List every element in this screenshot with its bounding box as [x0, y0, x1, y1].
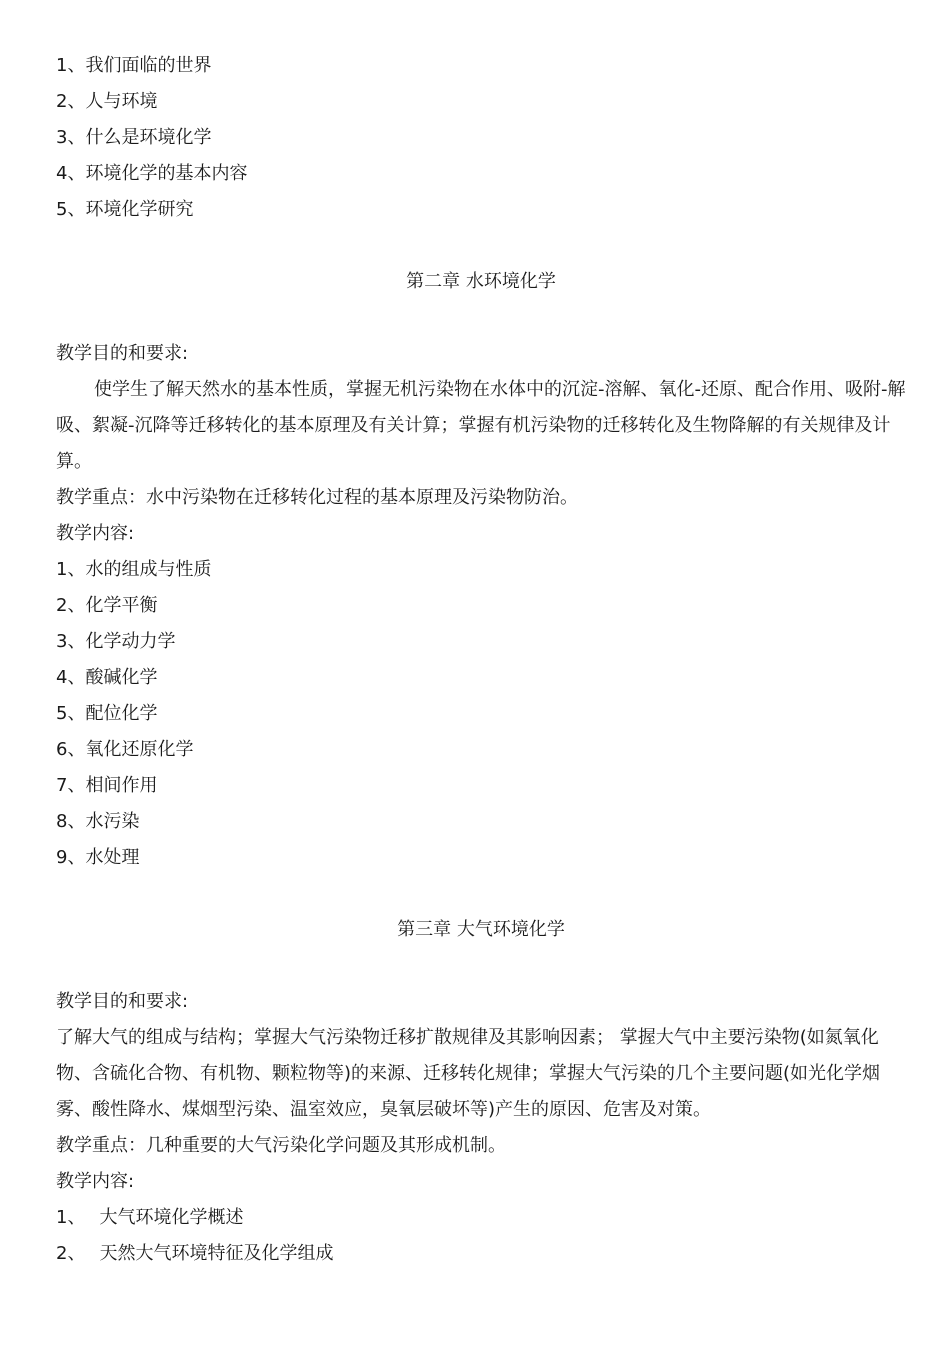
list-item: 5、环境化学研究 [56, 199, 194, 220]
list-item-text: 大气环境化学概述 [99, 1207, 244, 1228]
list-item: 7、相间作用 [56, 775, 158, 796]
list-item: 8、水污染 [56, 811, 140, 832]
chapter2-key-points: 教学重点：水中污染物在迁移转化过程的基本原理及污染物防治。 [56, 487, 578, 508]
chapter3-contents-label: 教学内容: [56, 1171, 135, 1192]
list-item [56, 1200, 906, 1236]
list-item: 2、化学平衡 [56, 595, 158, 616]
list-item: 5、配位化学 [56, 703, 158, 724]
chapter3-objectives-text: 了解大气的组成与结构；掌握大气污染物迁移扩散规律及其影响因素； 掌握大气中主要污染物(如氮氧化物、含硫化合物、有机物、颗粒物等)的来源、迁移转化规律；掌握大气污染的几个主要问题(如光化学烟雾、酸性降水、煤烟型污染、温室效应，臭氧层破坏等)产生的原因、危害及对策。 [56, 1027, 881, 1120]
list-item [56, 1236, 906, 1272]
chapter2-contents-label: 教学内容: [56, 523, 135, 544]
list-item-number: 1、 [56, 1207, 86, 1228]
chapter3-contents-list [56, 1200, 906, 1272]
chapter2-objectives-label: 教学目的和要求: [56, 343, 189, 364]
chapter2-contents-list [56, 552, 906, 876]
list-item: 4、酸碱化学 [56, 667, 158, 688]
list-item-text: 天然大气环境特征及化学组成 [99, 1243, 334, 1264]
chapter1-contents-list [56, 48, 906, 228]
list-item: 6、氧化还原化学 [56, 739, 194, 760]
chapter3-objectives-label: 教学目的和要求: [56, 991, 189, 1012]
list-item: 3、化学动力学 [56, 631, 176, 652]
list-item-number: 2、 [56, 1243, 86, 1264]
list-item: 9、水处理 [56, 847, 140, 868]
list-item: 4、环境化学的基本内容 [56, 163, 248, 184]
document-page [56, 48, 906, 1272]
list-item: 1、我们面临的世界 [56, 55, 212, 76]
chapter3-key-points: 教学重点：几种重要的大气污染化学问题及其形成机制。 [56, 1135, 506, 1156]
list-item: 3、什么是环境化学 [56, 127, 212, 148]
list-item: 1、水的组成与性质 [56, 559, 212, 580]
chapter2-objectives-text: 使学生了解天然水的基本性质，掌握无机污染物在水体中的沉淀-溶解、氧化-还原、配合作用、吸附-解吸、絮凝-沉降等迁移转化的基本原理及有关计算；掌握有机污染物的迁移转化及生物降解的有关规律及计算。 [56, 379, 906, 472]
list-item: 2、人与环境 [56, 91, 158, 112]
chapter3-title: 第三章 大气环境化学 [397, 919, 565, 940]
chapter2-title: 第二章 水环境化学 [406, 271, 556, 292]
